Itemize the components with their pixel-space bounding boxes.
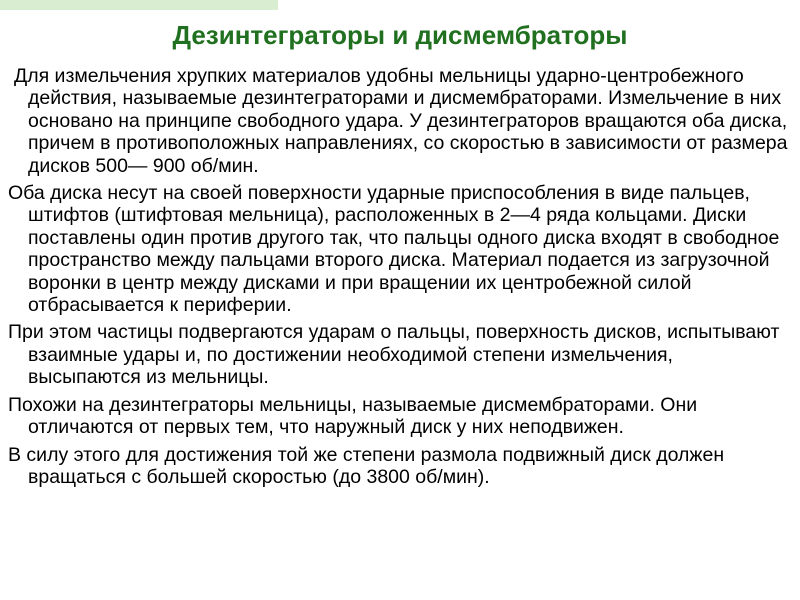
paragraph-dismembrators: Похожи на дезинтеграторы мельницы, называемые дисмембраторами. Они отличаются от первых тем, что наружный диск у них неподвижен. bbox=[8, 393, 698, 439]
paragraph-intro: Для измельчения хрупких материалов удобны мельницы ударно-центробежного действия, называемые дезинтеграторами и дисмембраторами. Измельчение в них основано на принципе свободного удара. У дезинтеграторов вращаются оба диска, причем в противоположных направлениях, со скоростью в зависимости от размера дисков 500— 900 об/мин. bbox=[14, 65, 788, 177]
paragraph-rotation-speed: В силу этого для достижения той же степени размола подвижный диск должен вращаться с большей скоростью (до 3800 об/мин). bbox=[8, 443, 725, 488]
slide-title: Дезинтеграторы и дисмембраторы bbox=[172, 20, 628, 50]
decorative-corner-band bbox=[0, 0, 278, 10]
slide-body bbox=[8, 65, 790, 493]
paragraph-particle-impacts: При этом частицы подвергаются ударам о пальцы, поверхность дисков, испытывают взаимные удары и, по достижении необходимой степени измельчения, высыпаются из мельницы. bbox=[8, 321, 780, 389]
paragraph-disk-pins: Оба диска несут на своей поверхности ударные приспособления в виде пальцев, штифтов (штифтовая мельница), расположенных в 2—4 ряда кольцами. Диски поставлены один против другого так, что пальцы одного диска входят в свободное пространство между пальцами второго диска. Материал подается из загрузочной воронки в центр между дисками и при вращении их центробежной силой отбрасывается к периферии. bbox=[8, 182, 780, 317]
